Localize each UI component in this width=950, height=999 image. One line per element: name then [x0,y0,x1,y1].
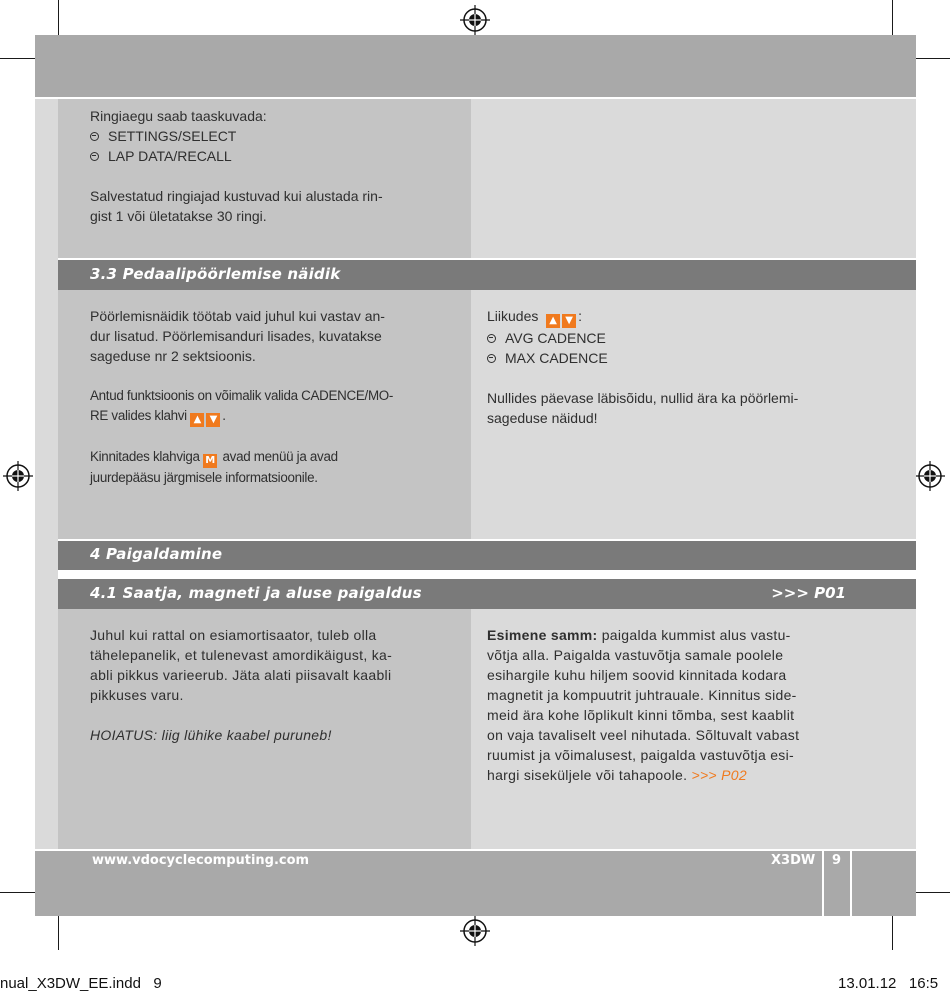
paragraph [90,447,460,488]
registration-mark-icon [3,461,33,491]
arrow-down-icon: ▼ [562,314,576,328]
registration-mark-icon [460,916,490,946]
divider [822,851,824,916]
paragraph: Pöörlemisnäidik töötab vaid juhul kui vastav an- dur lisatud. Pöörlemisanduri lisades, kuvatakse sageduse nr 2 sektsioonis. [90,308,385,364]
page-reference: >>> P01 [771,584,846,602]
print-timestamp: 13.01.12 16:5 [838,975,939,992]
page-header-band [35,35,916,97]
paragraph: Nullides päevase läbisõidu, nullid ära ka pöörlemi- sageduse näidud! [487,390,799,426]
paragraph: Antud funktsioonis on võimalik valida CADENCE/MO- RE valides klahvi ▲ ▼ . [90,388,394,425]
list-item-label: LAP DATA/RECALL [108,148,232,164]
warning-text: HOIATUS: liig lühike kaabel puruneb! [90,727,332,743]
text-line: Liikudes [487,308,539,324]
paragraph: Liikudes ▲ ▼ : [487,308,583,326]
list-item [487,328,887,348]
step-label: Esimene samm: [487,627,598,643]
text-line: avad menüü ja avad [222,449,338,464]
list-item-label: MAX CADENCE [505,350,608,366]
text-line: Kinnitades klahviga [90,449,200,464]
divider [850,851,852,916]
divider [35,849,916,851]
menu-key-icon: M [203,454,217,468]
text-line: RE valides klahvi [90,408,187,423]
top-left-text [90,106,460,226]
bullet-icon [90,152,99,161]
section-33-right-text [487,306,887,428]
page-number: 9 [832,853,842,868]
divider [58,570,916,579]
arrow-up-icon: ▲ [546,314,560,328]
list-item [90,126,460,146]
list-item [487,348,887,368]
bullet-icon [90,132,99,141]
bullet-icon [487,354,496,363]
paragraph: paigalda kummist alus vastu- võtja alla. Paigalda vastuvõtja samale poolele esihargile kuhu hiljem soovid kinnitada kodara magnetit ja kompuutrit juhtrauale. Kinnitus side- meid ära kohe lõplikult kinni tõmba, sest kaablit on vaja tavaliselt veel nihutada. Sõltuvalt vabast ruumist ja võimalusest, paigalda vastuvõtja esi- hargi siseküljele või tahapoole. [487,627,800,783]
list-item [90,146,460,166]
section-title: 4.1 Saatja, magneti ja aluse paigaldus [90,584,422,602]
paragraph: Salvestatud ringiajad kustuvad kui alustada rin- gist 1 või ületatakse 30 ringi. [90,188,383,224]
bullet-icon [487,334,496,343]
arrow-down-icon: ▼ [206,413,220,427]
section-title: 4 Paigaldamine [90,545,223,563]
text-line: juurdepääsu järgmisele informatsioonile. [90,470,318,485]
website-link[interactable]: www.vdocyclecomputing.com [92,853,310,868]
registration-mark-icon [460,5,490,35]
page-reference: >>> P02 [691,767,747,783]
list-item-label: SETTINGS/SELECT [108,128,237,144]
model-name: X3DW [771,853,816,868]
registration-mark-icon [915,461,945,491]
paragraph: Juhul kui rattal on esiamortisaator, tuleb olla tähelepanelik, et tulenevast amordikäigust, ka- abli pikkus varieerub. Jäta alati piisavalt kaabli pikkuses varu. [90,627,393,703]
arrow-up-icon: ▲ [190,413,204,427]
list-item-label: AVG CADENCE [505,330,606,346]
text-line: Ringiaegu saab taaskuvada: [90,108,267,124]
text-line: Antud funktsioonis on võimalik valida CADENCE/MO- [90,388,394,403]
section-41-right-text [487,625,897,785]
section-41-left-text [90,625,460,745]
file-name: nual_X3DW_EE.indd 9 [0,975,162,992]
section-33-left-text [90,306,460,488]
section-title: 3.3 Pedaalipöörlemise näidik [90,265,341,283]
